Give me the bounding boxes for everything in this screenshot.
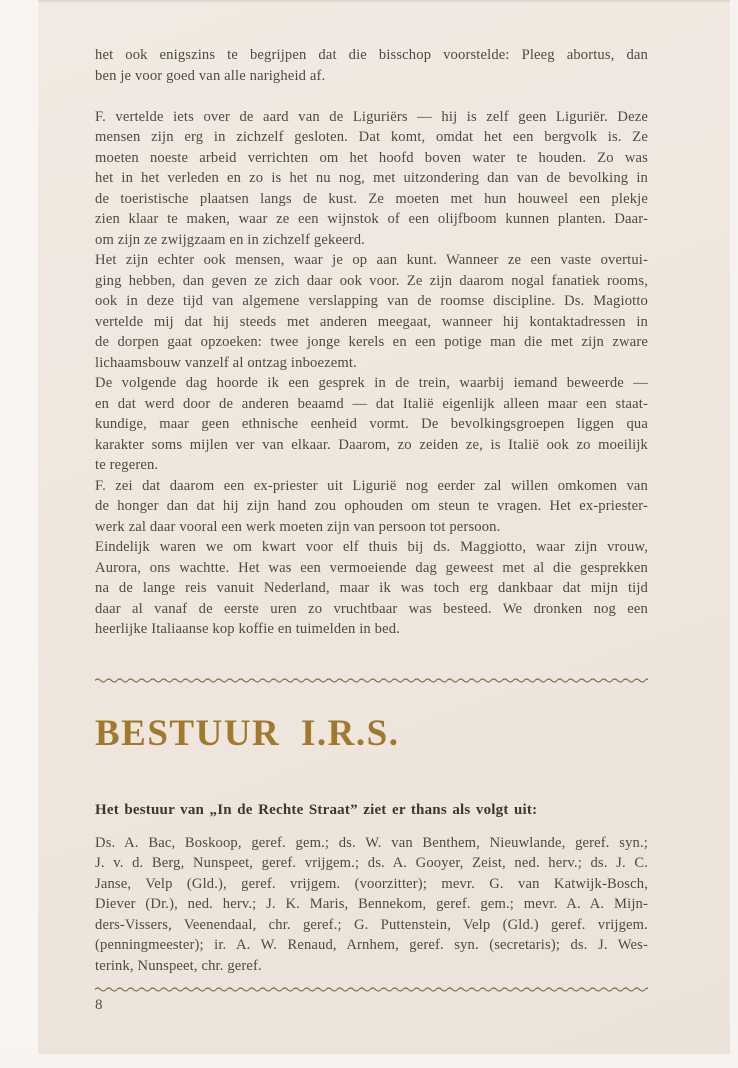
text-line: Janse, Velp (Gld.), geref. vrijgem. (voorzitter); mevr. G. van Katwijk-Bosch,	[95, 875, 648, 892]
scan-edge-right	[730, 0, 738, 1068]
text-line: om zijn ze zwijgzaam en in zichzelf gekeerd.	[95, 231, 365, 248]
text-line: de toeristische plaatsen langs de kust. Ze moeten met hun houweel een plekje	[95, 190, 648, 207]
paragraph	[95, 476, 648, 538]
text-line: de honger dan dat hij zijn hand zou ophouden om steun te vragen. Het ex-priester-	[95, 498, 648, 514]
text-line: na de lange reis vanuit Nederland, maar ik was toch erg dankbaar dat mijn tijd	[95, 580, 648, 596]
scan-edge-top	[0, 0, 738, 2]
section-title: BESTUUR I.R.S.	[95, 712, 400, 754]
text-line: lichaamsbouw vanzelf al ontzag inboezemt.	[95, 354, 357, 371]
paragraph	[95, 537, 648, 640]
paragraph	[95, 250, 648, 373]
page-content	[95, 45, 648, 1014]
text-line: karakter soms mijlen ver van elkaar. Daarom, zo zeiden ze, is Italië ook zo moeilijk	[95, 436, 648, 453]
text-line: en dat werd door de anderen beaamd — dat Italië eigenlijk alleen maar een staat-	[95, 395, 648, 412]
text-line: F. vertelde iets over de aard van de Liguriërs — hij is zelf geen Liguriër. Deze	[95, 108, 648, 125]
text-line: De volgende dag hoorde ik een gesprek in de trein, waarbij iemand beweerde —	[95, 375, 648, 391]
scan-edge-left	[0, 0, 38, 1068]
text-line: (penningmeester); ir. A. W. Renaud, Arnhem, geref. syn. (secretaris); ds. J. Wes-	[95, 937, 648, 953]
text-line: ging hebben, dan geven ze zich daar ook voor. Ze zijn daarom nogal fanatiek rooms,	[95, 272, 648, 289]
text-line: werk zal daar vooral een werk moeten zijn van persoon tot persoon.	[95, 518, 501, 535]
text-line: ben je voor goed van alle narigheid af.	[95, 67, 326, 84]
text-line: terink, Nunspeet, chr. geref.	[95, 957, 262, 974]
paragraph	[95, 45, 648, 86]
text-line: daar al vanaf de eerste uren zo vruchtbaar was besteed. We dronken nog een	[95, 600, 648, 617]
text-line: Diever (Dr.), ned. herv.; J. K. Maris, Bennekom, geref. gem.; mevr. A. A. Mijn-	[95, 896, 648, 912]
paragraph	[95, 373, 648, 476]
board-paragraph	[95, 833, 648, 977]
text-line: te regeren.	[95, 457, 159, 473]
text-line: moeten noeste arbeid verrichten om het hoofd boven water te houden. Zo was	[95, 149, 648, 166]
scan-edge-bottom	[0, 1054, 738, 1068]
wavy-divider	[95, 985, 648, 994]
text-line: ders-Vissers, Veenendaal, chr. geref.; G. Puttenstein, Velp (Gld.) geref. vrijgem.	[95, 916, 648, 933]
text-line: het ook enigszins te begrijpen dat die bisschop voorstelde: Pleeg abortus, dan	[95, 47, 648, 63]
paragraph	[95, 107, 648, 251]
text-line: kundige, maar geen ethnische eenheid vormt. De bevolkingsgroepen liggen qua	[95, 416, 648, 432]
page-number: 8	[95, 997, 103, 1013]
text-line: Ds. A. Bac, Boskoop, geref. gem.; ds. W. van Benthem, Nieuwlande, geref. syn.;	[95, 834, 648, 851]
section-intro: Het bestuur van „In de Rechte Straat” ziet er thans als volgt uit:	[95, 801, 538, 818]
text-line: de dorpen gaat opzoeken: twee jonge kerels en een potige man die met zijn zware	[95, 334, 648, 350]
text-line: ook in deze tijd van algemene verslapping van de roomse discipline. Ds. Magiotto	[95, 293, 648, 309]
text-line: vertelde mij dat hij steeds met anderen meegaat, wanneer hij kontaktadressen in	[95, 313, 648, 330]
text-line: Het zijn echter ook mensen, waar je op aan kunt. Wanneer ze een vaste overtui-	[95, 252, 648, 268]
wavy-divider	[95, 676, 648, 685]
text-line: Eindelijk waren we om kwart voor elf thuis bij ds. Maggiotto, waar zijn vrouw,	[95, 539, 648, 555]
text-line: F. zei dat daarom een ex-priester uit Ligurië nog eerder zal willen omkomen van	[95, 477, 648, 494]
text-line: J. v. d. Berg, Nunspeet, geref. vrijgem.; ds. A. Gooyer, Zeist, ned. herv.; ds. J. C.	[95, 855, 648, 871]
text-line: zien klaar te maken, waar ze een wijnstok of een olijfboom kunnen planten. Daar-	[95, 211, 648, 227]
text-line: het in het verleden en zo is het nu nog, met uitzondering dan van de bevolking in	[95, 170, 648, 186]
text-line: heerlijke Italiaanse kop koffie en tuimelden in bed.	[95, 621, 400, 637]
text-line: mensen zijn erg in zichzelf gesloten. Dat komt, omdat het een bergvolk is. Ze	[95, 129, 648, 145]
text-line: Aurora, ons wachtte. Het was een vermoeiende dag geweest met al die gesprekken	[95, 559, 648, 576]
